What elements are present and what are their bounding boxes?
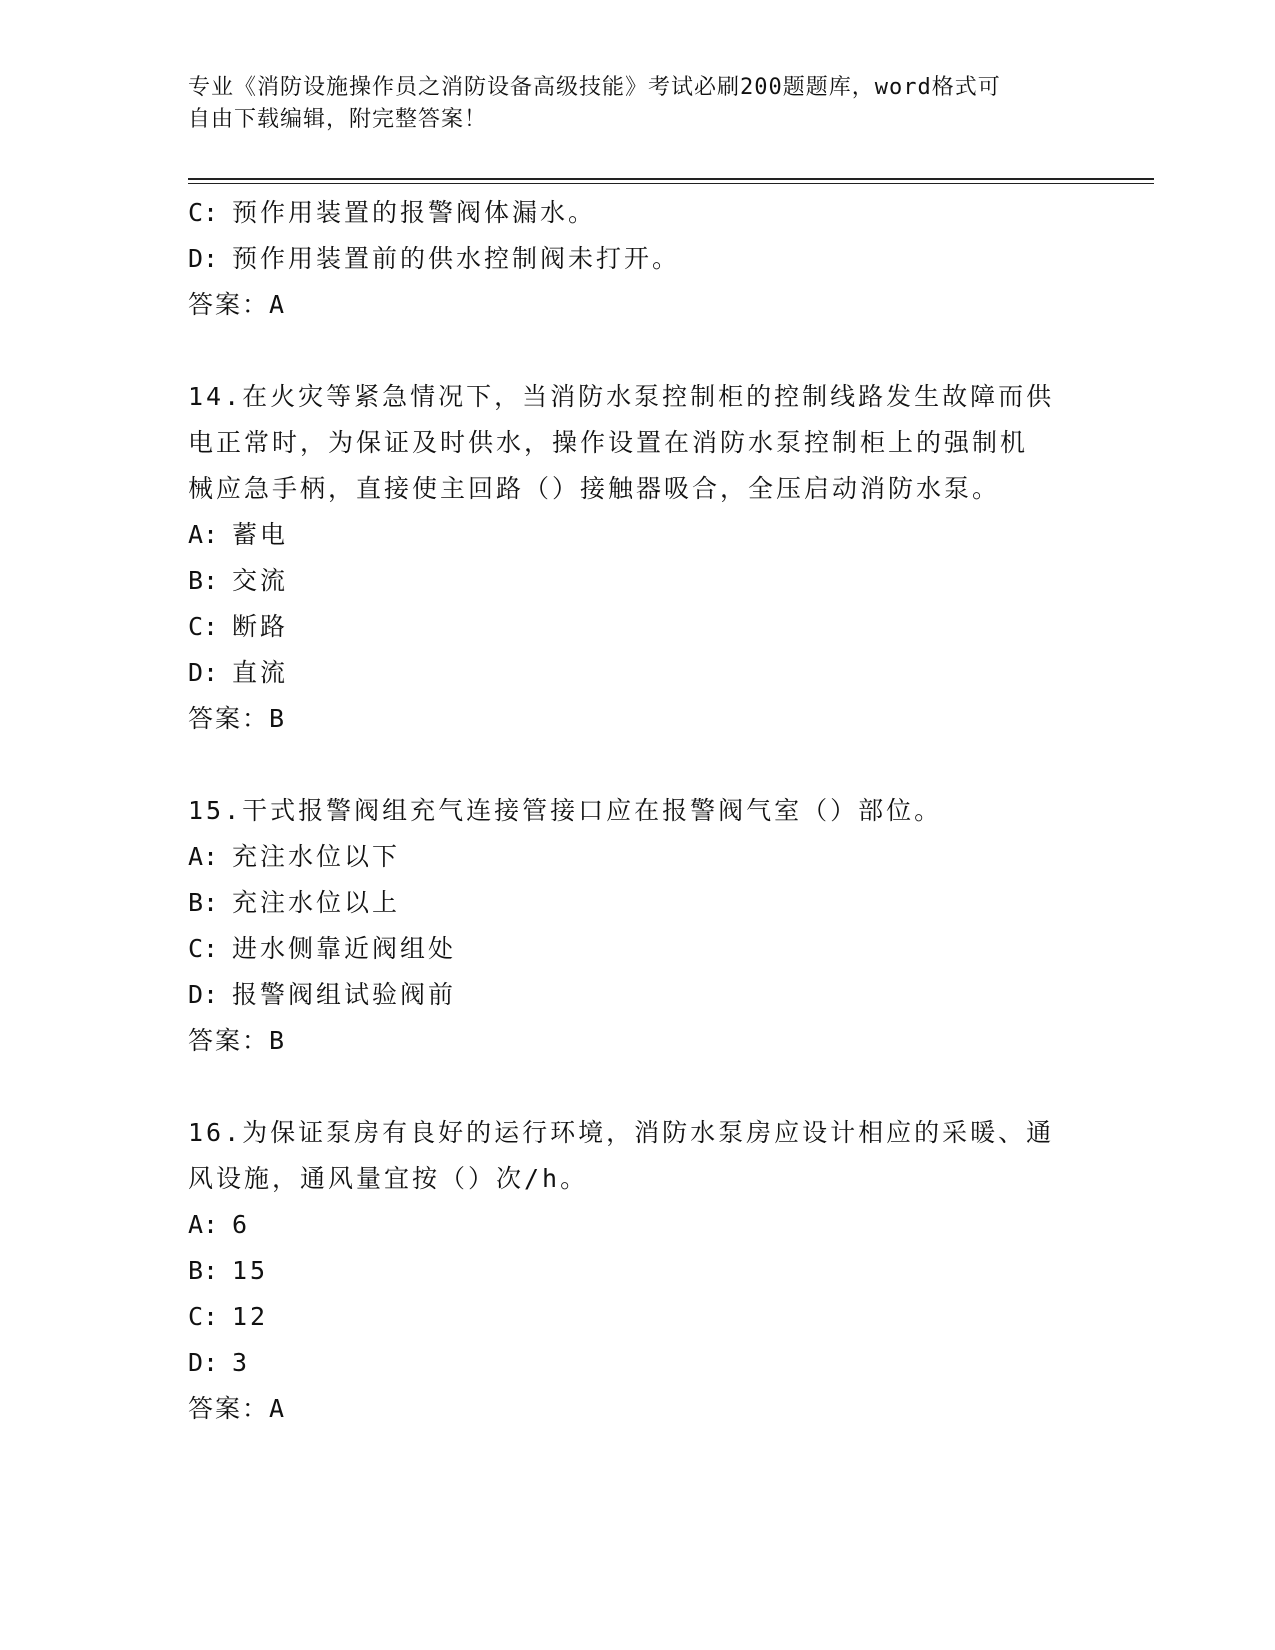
question-text-line: 电正常时，为保证及时供水，操作设置在消防水泵控制柜上的强制机 <box>188 428 1029 457</box>
option-d <box>188 1340 1088 1386</box>
answer-line: 答案：A <box>188 1394 287 1423</box>
answer-line: 答案：B <box>188 704 287 733</box>
option-label: A: <box>188 842 219 871</box>
question-16 <box>188 1110 1088 1432</box>
question-list <box>188 190 1088 1432</box>
answer-line: 答案：A <box>188 290 287 319</box>
option-b <box>188 880 1088 926</box>
header-line-1: 专业《消防设施操作员之消防设备高级技能》考试必刷200题题库，word格式可 <box>188 75 1001 100</box>
option-text: 预作用装置的报警阀体漏水。 <box>232 198 597 227</box>
option-text: 预作用装置前的供水控制阀未打开。 <box>232 244 681 273</box>
option-d <box>188 972 1088 1018</box>
option-label: C: <box>188 934 219 963</box>
option-b <box>188 1248 1088 1294</box>
option-label: B: <box>188 1256 219 1285</box>
option-c <box>188 926 1088 972</box>
question-text <box>188 374 1088 512</box>
option-text: 进水侧靠近阀组处 <box>232 934 457 963</box>
option-text: 充注水位以下 <box>232 842 401 871</box>
option-a <box>188 512 1088 558</box>
option-text: 直流 <box>232 658 289 687</box>
option-label: B: <box>188 566 219 595</box>
option-a <box>188 834 1088 880</box>
option-d <box>188 650 1088 696</box>
option-text: 报警阀组试验阀前 <box>232 980 457 1009</box>
question-spacer <box>188 742 1088 788</box>
option-text: 12 <box>232 1302 269 1331</box>
option-text: 6 <box>232 1210 251 1239</box>
option-label: D: <box>188 980 219 1009</box>
question-15 <box>188 788 1088 1064</box>
option-a <box>188 1202 1088 1248</box>
document-header <box>188 72 1088 136</box>
option-text: 15 <box>232 1256 269 1285</box>
question-text-line: 16.为保证泵房有良好的运行环境，消防水泵房应设计相应的采暖、通 <box>188 1118 1055 1147</box>
question-spacer <box>188 1064 1088 1110</box>
option-label: D: <box>188 1348 219 1377</box>
option-label: C: <box>188 198 219 227</box>
question-text <box>188 1110 1088 1202</box>
option-label: A: <box>188 520 219 549</box>
option-text: 交流 <box>232 566 289 595</box>
question-text-line: 15.干式报警阀组充气连接管接口应在报警阀气室（）部位。 <box>188 796 943 825</box>
question-spacer <box>188 328 1088 374</box>
option-text: 充注水位以上 <box>232 888 401 917</box>
option-label: A: <box>188 1210 219 1239</box>
option-d <box>188 236 1088 282</box>
question-text <box>188 788 1088 834</box>
question-text-line: 14.在火灾等紧急情况下，当消防水泵控制柜的控制线路发生故障而供 <box>188 382 1055 411</box>
option-b <box>188 558 1088 604</box>
option-label: D: <box>188 658 219 687</box>
header-line-2: 自由下载编辑，附完整答案！ <box>188 107 488 132</box>
option-text: 蓄电 <box>232 520 289 549</box>
question-14 <box>188 374 1088 742</box>
option-label: D: <box>188 244 219 273</box>
header-divider-thin <box>188 183 1154 184</box>
option-text: 3 <box>232 1348 251 1377</box>
question-text-line: 械应急手柄，直接使主回路（）接触器吸合，全压启动消防水泵。 <box>188 474 1001 503</box>
option-c <box>188 1294 1088 1340</box>
answer-line: 答案：B <box>188 1026 287 1055</box>
header-divider-thick <box>188 178 1154 180</box>
option-label: C: <box>188 1302 219 1331</box>
option-text: 断路 <box>232 612 289 641</box>
option-label: B: <box>188 888 219 917</box>
option-label: C: <box>188 612 219 641</box>
option-c <box>188 190 1088 236</box>
question-13-tail <box>188 190 1088 328</box>
option-c <box>188 604 1088 650</box>
question-text-line: 风设施，通风量宜按（）次/h。 <box>188 1164 589 1193</box>
